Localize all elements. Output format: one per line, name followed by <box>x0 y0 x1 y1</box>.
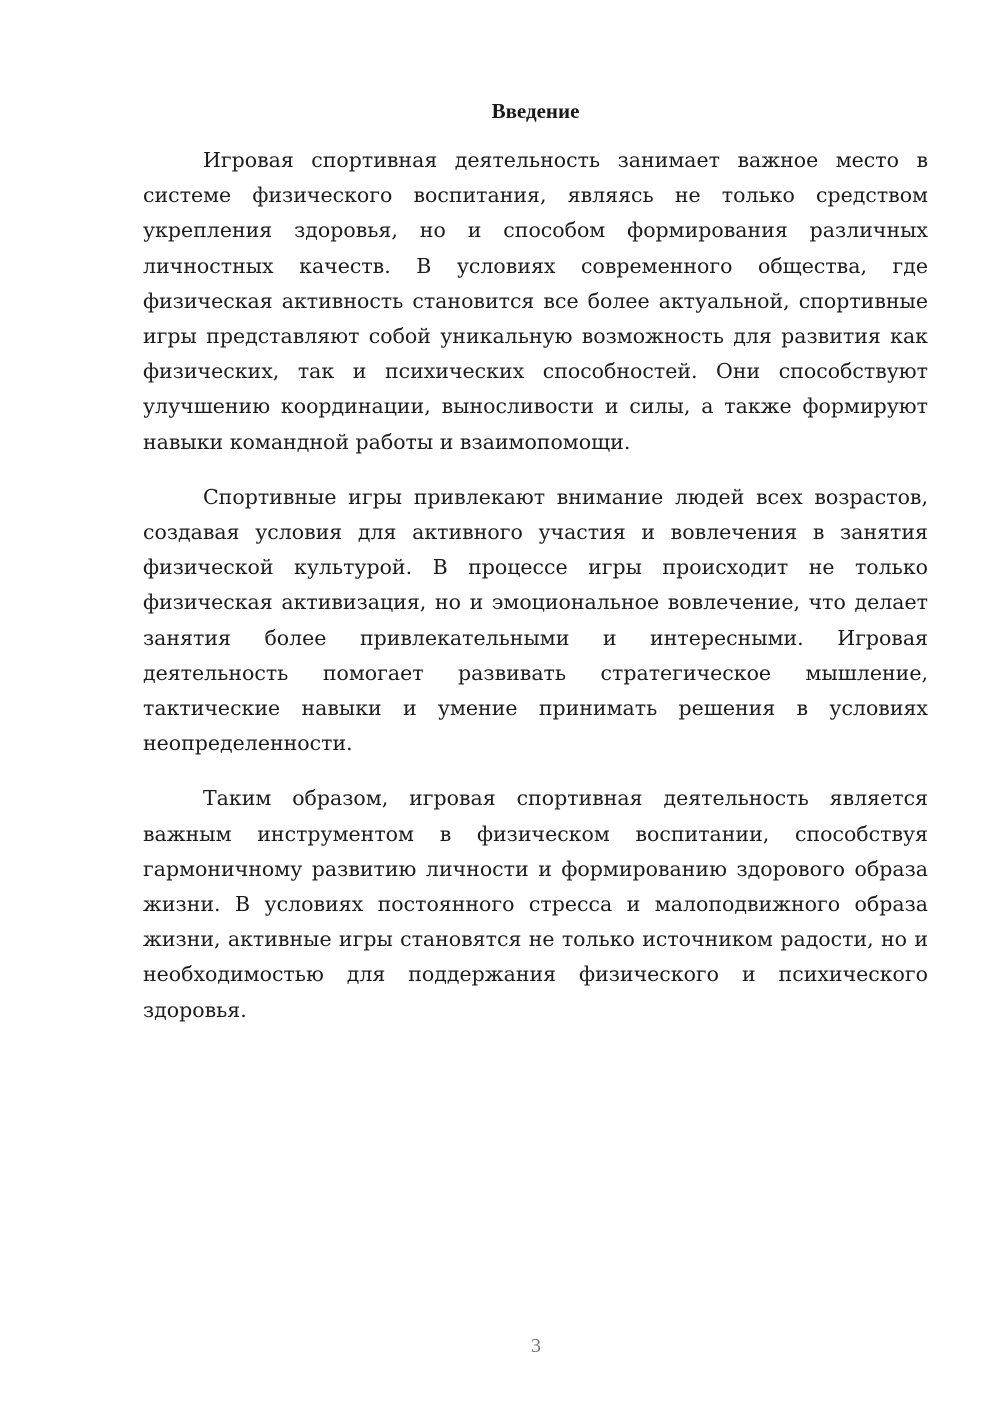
section-heading: Введение <box>491 99 580 123</box>
page-number: 3 <box>531 1335 541 1357</box>
paragraph-3: Таким образом, игровая спортивная деятельность является важным инструментом в физическом воспитании, способствуя гармоничному развитию личности и формированию здорового образа жизни. В условиях постоянного стресса и малоподвижного образа жизни, активные игры становятся не только источником радости, но и необходимостью для поддержания физического и психического здоровья. <box>143 786 928 1022</box>
paragraph-2: Спортивные игры привлекают внимание людей всех возрастов, создавая условия для активного участия и вовлечения в занятия физической культурой. В процессе игры происходит не только физическая активизация, но и эмоциональное вовлечение, что делает занятия более привлекательными и интересными. Игровая деятельность помогает развивать стратегическое мышление, тактические навыки и умение принимать решения в условиях неопределенности. <box>143 484 928 756</box>
paragraph-1: Игровая спортивная деятельность занимает важное место в системе физического воспитания, являясь не только средством укрепления здоровья, но и способом формирования различных личностных качеств. В условиях современного общества, где физическая активность становится все более актуальной, спортивные игры представляют собой уникальную возможность для развития как физических, так и психических способностей. Они способствуют улучшению координации, выносливости и силы, а также формируют навыки командной работы и взаимопомощи. <box>143 148 928 454</box>
body-text <box>143 143 928 1028</box>
